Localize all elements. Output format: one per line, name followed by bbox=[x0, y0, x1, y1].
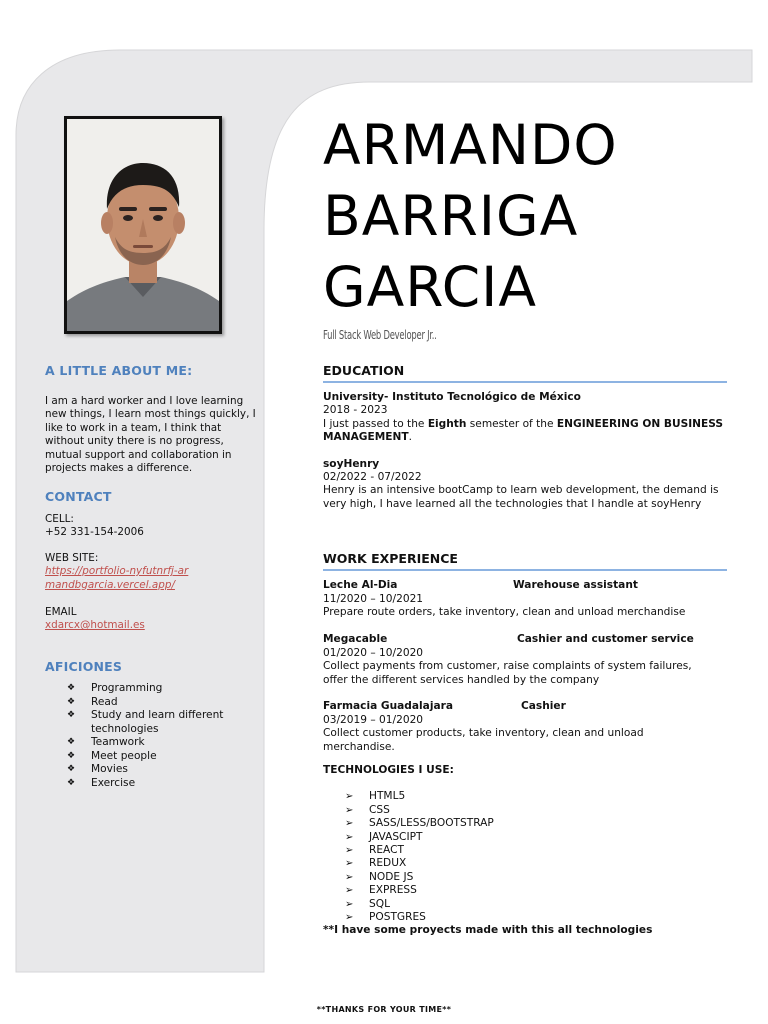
hobby-item: ❖ Movies bbox=[67, 763, 257, 777]
technology-item: ➢ CSS bbox=[345, 804, 727, 817]
job-dates: 11/2020 – 10/2021 bbox=[323, 593, 424, 605]
name-line: ARMANDO bbox=[323, 113, 618, 177]
desc-text: . bbox=[408, 431, 412, 444]
technology-item: ➢ SQL bbox=[345, 898, 727, 911]
technology-item: ➢ SASS/LESS/BOOTSTRAP bbox=[345, 817, 727, 830]
about-section bbox=[45, 363, 265, 475]
contact-section bbox=[45, 489, 265, 633]
job-description: Prepare route orders, take inventory, clean and unload merchandise bbox=[323, 606, 686, 619]
cell-value: +52 331-154-2006 bbox=[45, 526, 144, 539]
job-description: Collect customer products, take inventory, clean and unload merchandise. bbox=[323, 727, 644, 753]
technology-item: ➢ HTML5 bbox=[345, 790, 727, 803]
name-line: GARCIA bbox=[323, 255, 537, 319]
full-name bbox=[323, 110, 618, 323]
technology-item: ➢ REDUX bbox=[345, 857, 727, 870]
technology-item: ➢ POSTGRES bbox=[345, 911, 727, 924]
hobby-item: ❖ Programming bbox=[67, 682, 257, 696]
about-text: I am a hard worker and I love learning new things, I learn most things quickly, I like to work in a team, I think that without unity there is no progress, mutual support and collaboration in projects makes a difference. bbox=[45, 395, 256, 475]
email-link[interactable]: xdarcx@hotmail.es bbox=[45, 619, 145, 632]
education-description bbox=[323, 418, 727, 445]
technology-item: ➢ JAVASCIPT bbox=[345, 831, 727, 844]
education-institution: University- Instituto Tecnológico de México bbox=[323, 391, 581, 403]
job-company: Farmacia Guadalajara bbox=[323, 700, 453, 713]
technologies-title: TECHNOLOGIES I USE: bbox=[323, 764, 454, 776]
desc-bold: Eighth bbox=[427, 417, 467, 430]
job-header bbox=[323, 633, 727, 647]
work-title: WORK EXPERIENCE bbox=[323, 551, 727, 571]
hobby-item: ❖ Exercise bbox=[67, 777, 257, 791]
job-header bbox=[323, 700, 727, 714]
hobbies-section bbox=[45, 659, 265, 790]
desc-text: I just passed to the bbox=[323, 417, 428, 430]
hobby-item: ❖ Meet people bbox=[67, 750, 257, 764]
desc-text: semester of the bbox=[466, 417, 557, 430]
job-role: Cashier bbox=[521, 700, 566, 713]
work-section bbox=[323, 551, 727, 754]
job-description: Collect payments from customer, raise complaints of system failures, offer the different services handled by the company bbox=[323, 660, 692, 686]
hobbies-title: AFICIONES bbox=[45, 659, 123, 674]
technology-item: ➢ REACT bbox=[345, 844, 727, 857]
technology-item: ➢ NODE JS bbox=[345, 871, 727, 884]
hobbies-list bbox=[45, 682, 257, 790]
job-company: Megacable bbox=[323, 632, 388, 645]
about-title: A LITTLE ABOUT ME: bbox=[45, 363, 193, 378]
education-description: Henry is an intensive bootCamp to learn web development, the demand is very high, I have learned all the technologies that I handle at soyHenry bbox=[323, 484, 719, 510]
technologies-section bbox=[323, 764, 727, 938]
technologies-note: **I have some proyects made with this all technologies bbox=[323, 924, 653, 937]
web-link[interactable]: https://portfolio-nyfutnrfj-armandbgarcia.vercel.app/ bbox=[45, 565, 189, 591]
profile-photo bbox=[64, 116, 222, 334]
desc-bold: ENGINEERING ON BUSINESS MANAGEMENT bbox=[323, 417, 724, 444]
web-label: WEB SITE: bbox=[45, 551, 99, 564]
contact-title: CONTACT bbox=[45, 489, 112, 504]
footer-thanks: **THANKS FOR YOUR TIME** bbox=[316, 1005, 452, 1014]
hobby-item: ❖ Read bbox=[67, 696, 257, 710]
education-dates: 02/2022 - 07/2022 bbox=[323, 471, 422, 484]
job-dates: 01/2020 – 10/2020 bbox=[323, 646, 424, 659]
hobby-item: ❖ Study and learn different technologies bbox=[67, 709, 257, 736]
job-role: Cashier and customer service bbox=[517, 632, 694, 645]
education-section bbox=[323, 363, 727, 511]
hobby-item: ❖ Teamwork bbox=[67, 736, 257, 750]
education-institution: soyHenry bbox=[323, 457, 380, 470]
job-role: Warehouse assistant bbox=[513, 579, 638, 591]
education-title: EDUCATION bbox=[323, 363, 727, 383]
job-dates: 03/2019 – 01/2020 bbox=[323, 714, 424, 727]
name-line: BARRIGA bbox=[323, 184, 579, 248]
job-title: Full Stack Web Developer Jr.. bbox=[323, 328, 437, 342]
technologies-list bbox=[323, 790, 727, 924]
technology-item: ➢ EXPRESS bbox=[345, 884, 727, 897]
email-label: EMAIL bbox=[45, 606, 77, 619]
education-dates: 2018 - 2023 bbox=[323, 404, 388, 417]
cell-label: CELL: bbox=[45, 513, 74, 525]
job-company: Leche Al-Dia bbox=[323, 579, 398, 591]
job-header bbox=[323, 579, 727, 593]
